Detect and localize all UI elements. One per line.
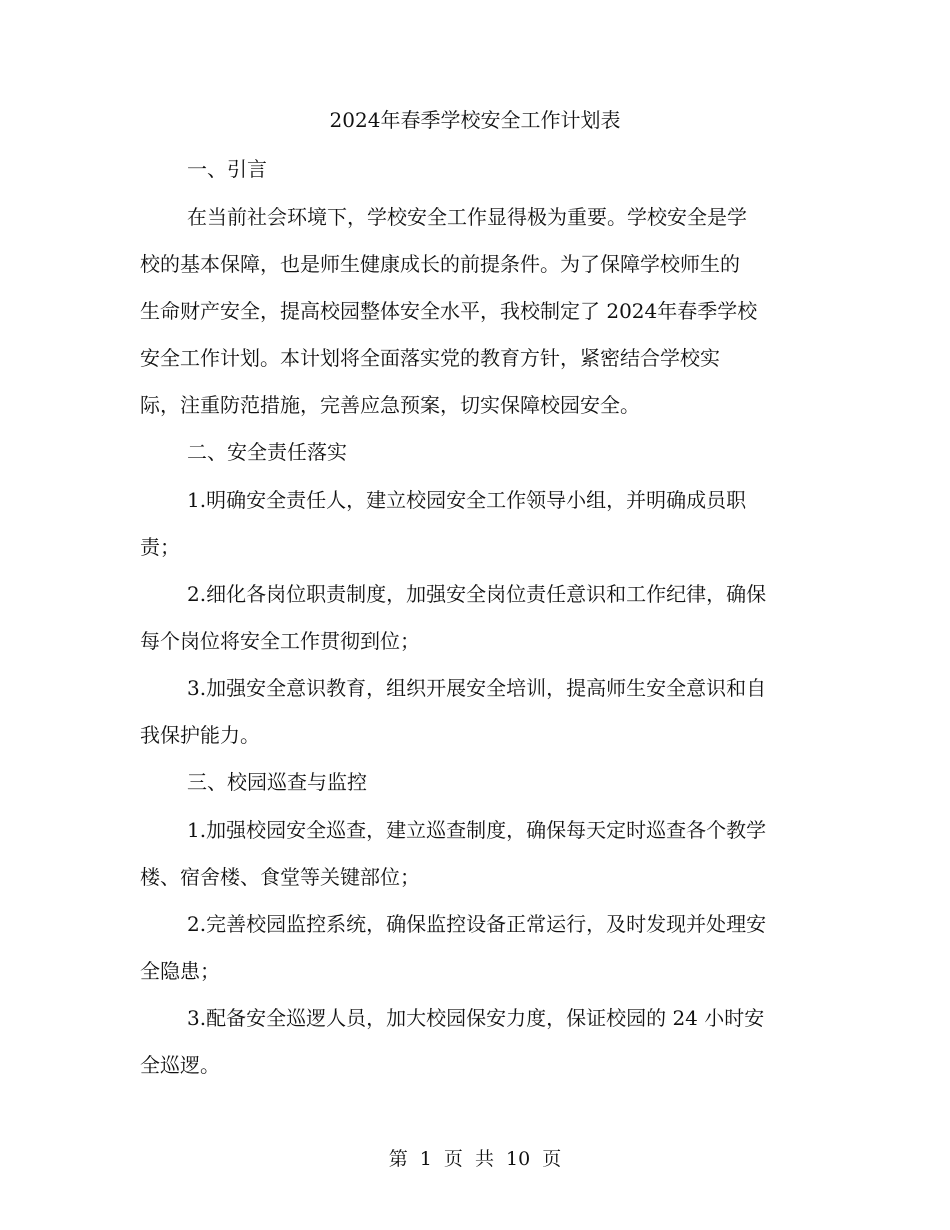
document-title: 2024年春季学校安全工作计划表	[329, 108, 621, 132]
list-item-line: 每个岗位将安全工作贯彻到位；	[140, 629, 420, 653]
paragraph-line: 在当前社会环境下，学校安全工作显得极为重要。学校安全是学	[187, 205, 747, 229]
list-item-line: 楼、宿舍楼、食堂等关键部位；	[140, 865, 420, 889]
section-heading-intro: 一、引言	[187, 157, 267, 181]
list-item-line: 责；	[140, 535, 180, 559]
list-item-line: 全巡逻。	[140, 1053, 220, 1077]
page-number-footer: 第 1 页 共 10 页	[388, 1148, 562, 1170]
list-item-line: 我保护能力。	[140, 723, 260, 747]
section-heading-patrol: 三、校园巡查与监控	[187, 770, 367, 794]
list-item-line: 2.细化各岗位职责制度，加强安全岗位责任意识和工作纪律，确保	[187, 582, 767, 606]
list-item-line: 3.加强安全意识教育，组织开展安全培训，提高师生安全意识和自	[187, 676, 767, 700]
list-item-line: 3.配备安全巡逻人员，加大校园保安力度，保证校园的 24 小时安	[187, 1006, 765, 1030]
paragraph-line: 安全工作计划。本计划将全面落实党的教育方针，紧密结合学校实	[140, 346, 720, 370]
paragraph-line: 际，注重防范措施，完善应急预案，切实保障校园安全。	[140, 393, 640, 417]
list-item-line: 1.加强校园安全巡查，建立巡查制度，确保每天定时巡查各个教学	[187, 818, 767, 842]
list-item-line: 2.完善校园监控系统，确保监控设备正常运行，及时发现并处理安	[187, 912, 767, 936]
section-heading-responsibility: 二、安全责任落实	[187, 440, 347, 464]
list-item-line: 1.明确安全责任人，建立校园安全工作领导小组，并明确成员职	[187, 488, 747, 512]
paragraph-line: 生命财产安全，提高校园整体安全水平，我校制定了 2024年春季学校	[140, 299, 758, 323]
paragraph-line: 校的基本保障，也是师生健康成长的前提条件。为了保障学校师生的	[140, 252, 740, 276]
list-item-line: 全隐患；	[140, 959, 220, 983]
